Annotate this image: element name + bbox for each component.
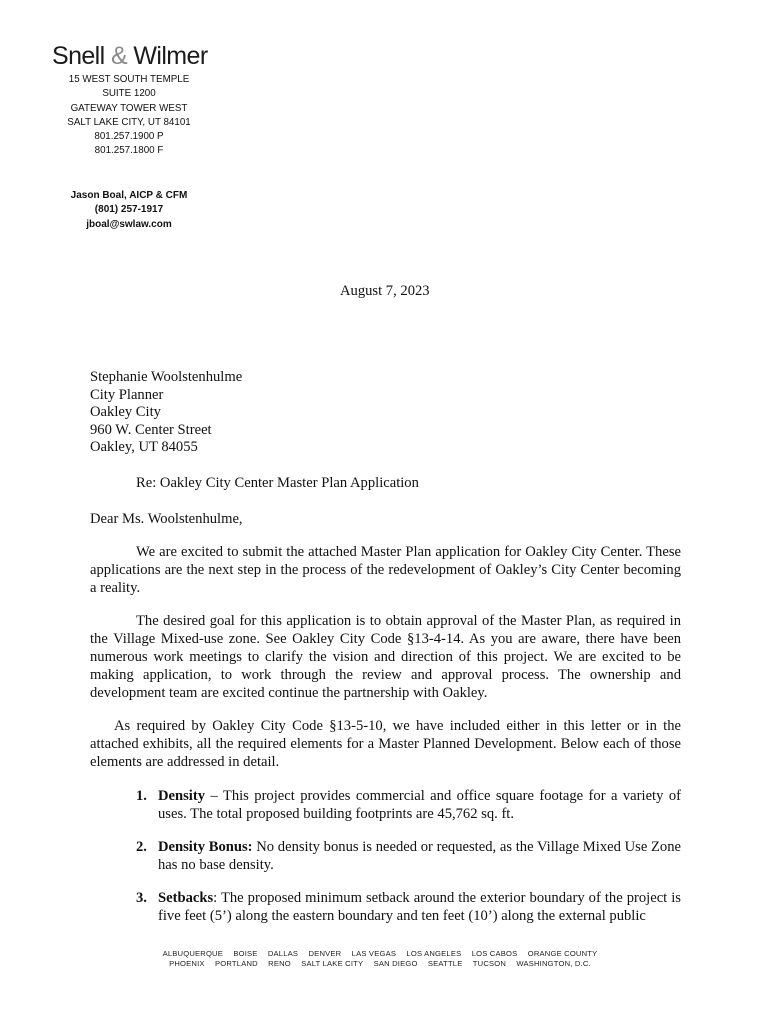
attorney-name: Jason Boal, AICP & CFM bbox=[70, 190, 188, 201]
office-location: SEATTLE bbox=[427, 958, 463, 968]
body-paragraph: The desired goal for this application is to obtain approval of the Master Plan, as required in the Village Mixed-use zone. See Oakley City Code §13-4-14. As you are aware, there have been numerous work meetings to clarify the vision and direction of this project. We are excited to be making application, to work through the review and approval process. The ownership and development team are excited continue the partnership with Oakley. bbox=[90, 613, 681, 702]
body-paragraph: We are excited to submit the attached Master Plan application for Oakley City Center. These applications are the next step in the process of the redevelopment of Oakley’s City Center becoming a reality. bbox=[90, 544, 681, 597]
list-item-title: Density bbox=[158, 788, 206, 804]
list-item-text: No density bonus is needed or requested, as the Village Mixed Use Zone has no base density. bbox=[158, 839, 681, 874]
recipient-block bbox=[90, 369, 242, 457]
attorney-contact bbox=[58, 189, 200, 232]
recipient-organization: Oakley City bbox=[90, 404, 161, 421]
list-number: 1. bbox=[136, 788, 147, 804]
office-location: DENVER bbox=[308, 949, 342, 958]
list-item-density bbox=[136, 787, 681, 823]
firm-address bbox=[58, 73, 200, 159]
office-location: PHOENIX bbox=[169, 958, 205, 968]
firm-name-ampersand: & bbox=[110, 42, 128, 70]
address-line: 15 WEST SOUTH TEMPLE bbox=[68, 74, 190, 85]
firm-logo bbox=[52, 42, 208, 71]
attorney-phone: (801) 257-1917 bbox=[94, 204, 164, 216]
re-line: Re: Oakley City Center Master Plan Application bbox=[136, 475, 419, 491]
office-location: PORTLAND bbox=[215, 958, 258, 968]
recipient-title: City Planner bbox=[90, 386, 164, 403]
footer-row bbox=[140, 959, 620, 969]
office-location: ORANGE COUNTY bbox=[527, 949, 598, 958]
phone-line: 801.257.1900 P bbox=[94, 131, 164, 143]
office-locations-footer bbox=[140, 949, 620, 968]
body-paragraph: As required by Oakley City Code §13-5-10, we have included either in this letter or in the attached exhibits, all the required elements for a Master Planned Development. Below each of those elements are addressed in detail. bbox=[90, 718, 681, 771]
address-line: SALT LAKE CITY, UT 84101 bbox=[67, 116, 191, 128]
list-item-separator: – bbox=[205, 788, 223, 804]
office-location: BOISE bbox=[233, 949, 258, 958]
salutation: Dear Ms. Woolstenhulme, bbox=[90, 511, 243, 527]
office-location: LOS ANGELES bbox=[406, 949, 462, 958]
list-item-title: Density Bonus: bbox=[158, 839, 253, 855]
list-number: 2. bbox=[136, 839, 147, 855]
list-item-separator: : bbox=[213, 890, 221, 906]
recipient-street: 960 W. Center Street bbox=[90, 421, 212, 438]
footer-row bbox=[140, 949, 620, 959]
address-line: SUITE 1200 bbox=[102, 88, 156, 100]
list-item-text: This project provides commercial and office square footage for a variety of uses. The total proposed building footprints are 45,762 sq. ft. bbox=[158, 788, 681, 823]
office-location: SALT LAKE CITY bbox=[301, 958, 364, 968]
fax-line: 801.257.1800 F bbox=[94, 145, 164, 157]
list-item-density-bonus bbox=[136, 838, 681, 874]
list-item-text: The proposed minimum setback around the exterior boundary of the project is five feet (5’) along the eastern boundary and ten feet (10’) along the external public bbox=[158, 890, 681, 925]
attorney-email[interactable]: jboal@swlaw.com bbox=[86, 218, 172, 230]
office-location: WASHINGTON, D.C. bbox=[516, 958, 591, 968]
office-location: LAS VEGAS bbox=[351, 949, 397, 958]
office-location: SAN DIEGO bbox=[373, 958, 418, 968]
recipient-name: Stephanie Woolstenhulme bbox=[90, 369, 243, 385]
list-item-setbacks bbox=[136, 889, 681, 925]
letter-date: August 7, 2023 bbox=[340, 283, 430, 299]
office-location: DALLAS bbox=[267, 949, 299, 958]
firm-name-wilmer: Wilmer bbox=[133, 42, 208, 70]
office-location: TUCSON bbox=[472, 958, 507, 968]
office-location: ALBUQUERQUE bbox=[162, 949, 224, 958]
list-number: 3. bbox=[136, 890, 147, 906]
office-location: LOS CABOS bbox=[471, 949, 518, 958]
address-line: GATEWAY TOWER WEST bbox=[70, 102, 188, 114]
office-location: RENO bbox=[268, 958, 291, 968]
firm-name-snell: Snell bbox=[52, 42, 105, 70]
recipient-city: Oakley, UT 84055 bbox=[90, 439, 198, 456]
list-item-title: Setbacks bbox=[158, 890, 214, 906]
